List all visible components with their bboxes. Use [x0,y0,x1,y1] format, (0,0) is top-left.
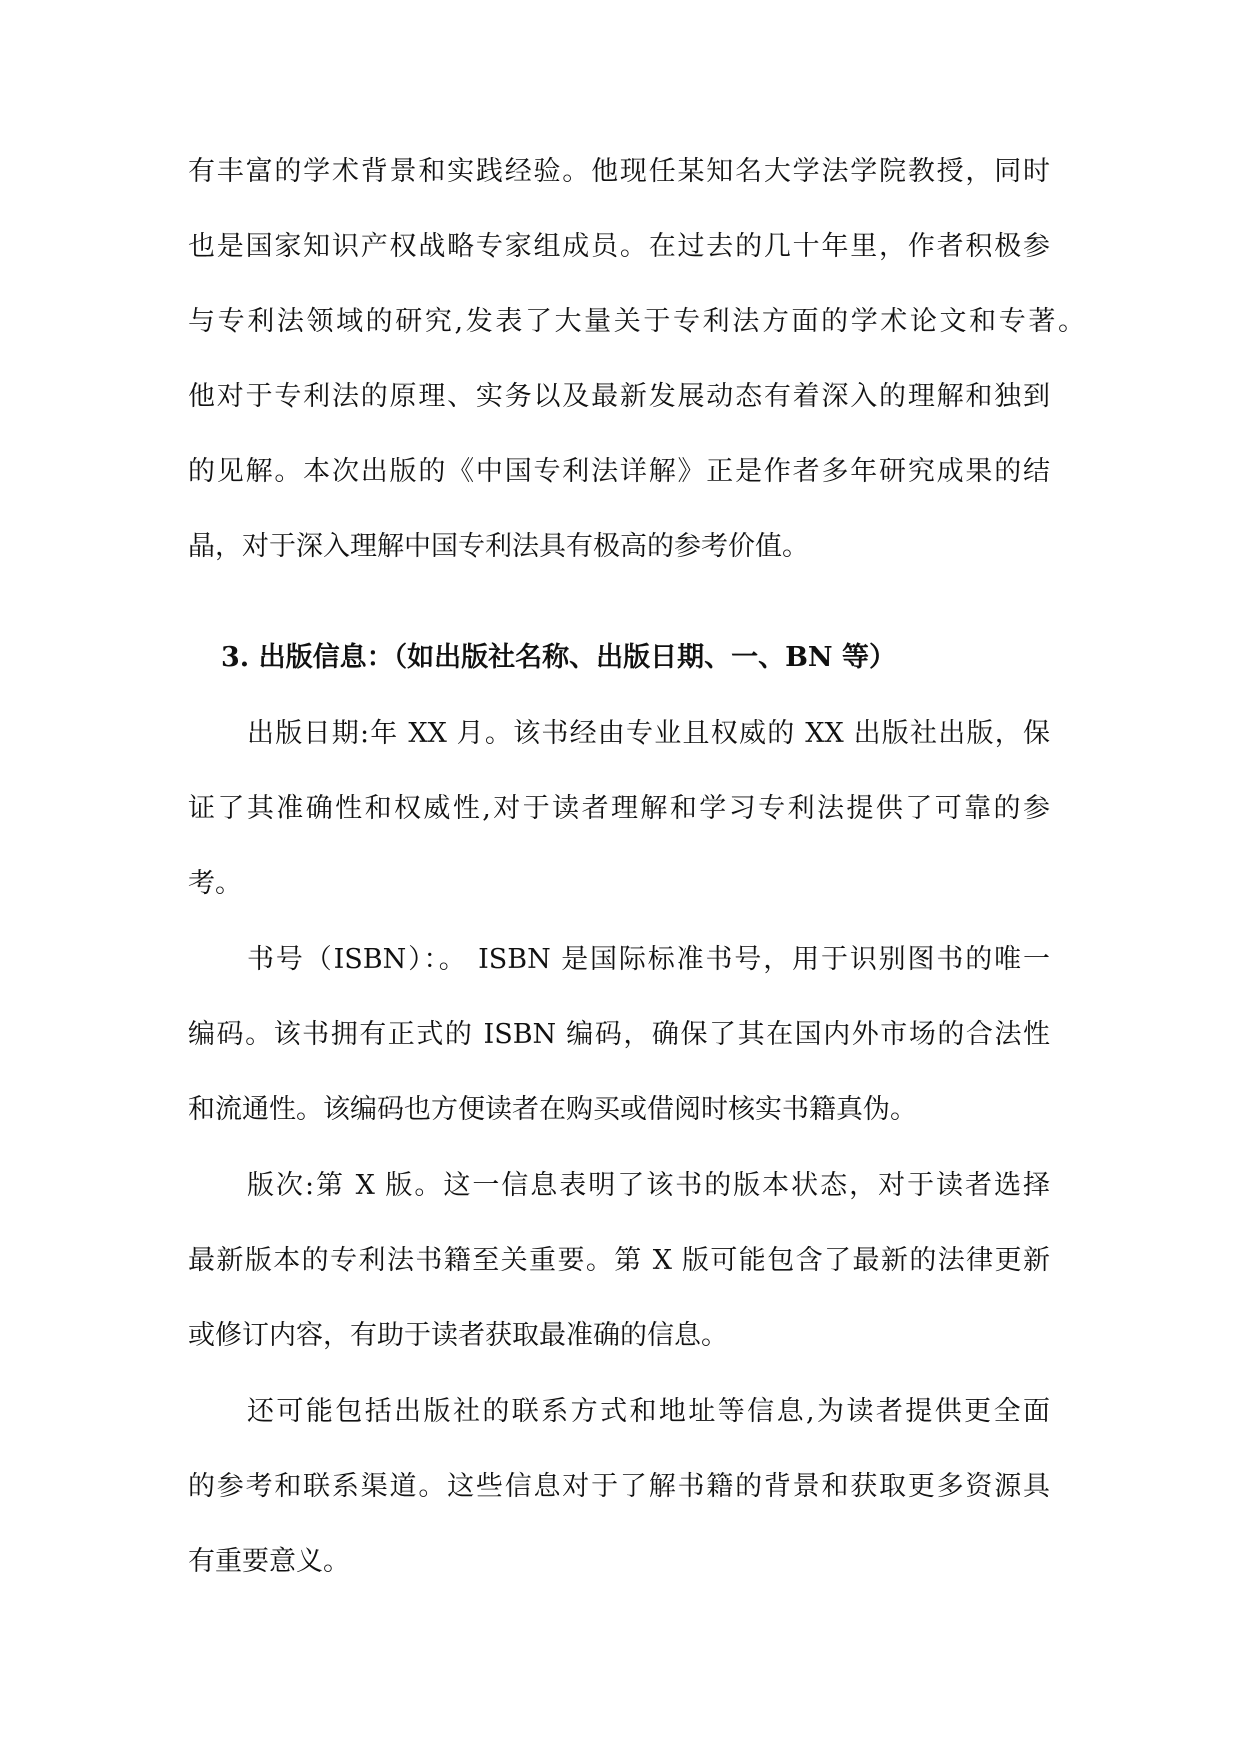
contact-line: 有重要意义。 [188,1546,350,1577]
pub-date-line: 考。 [188,868,242,899]
isbn-line: 书号（ISBN）：。 ISBN 是国际标准书号，用于识别图书的唯一 [247,944,1050,975]
intro-line: 也是国家知识产权战略专家组成员。在过去的几十年里，作者积极参 [188,231,1050,262]
pub-date-line: 证了其准确性和权威性,对于读者理解和学习专利法提供了可靠的参 [188,793,1050,824]
section-heading: 3. 出版信息：（如出版社名称、出版日期、一、BN 等） [221,642,896,673]
intro-line: 他对于专利法的原理、实务以及最新发展动态有着深入的理解和独到 [188,381,1050,412]
isbn-line: 编码。该书拥有正式的 ISBN 编码，确保了其在国内外市场的合法性 [188,1019,1050,1050]
edition-line: 版次:第 X 版。这一信息表明了该书的版本状态，对于读者选择 [247,1170,1050,1201]
intro-line: 与专利法领域的研究,发表了大量关于专利法方面的学术论文和专著。 [188,306,1085,337]
contact-line: 的参考和联系渠道。这些信息对于了解书籍的背景和获取更多资源具 [188,1471,1050,1502]
intro-line: 的见解。本次出版的《中国专利法详解》正是作者多年研究成果的结 [188,456,1050,487]
intro-line: 晶，对于深入理解中国专利法具有极高的参考价值。 [188,531,809,562]
contact-line: 还可能包括出版社的联系方式和地址等信息,为读者提供更全面 [247,1396,1050,1427]
edition-line: 最新版本的专利法书籍至关重要。第 X 版可能包含了最新的法律更新 [188,1245,1050,1276]
isbn-line: 和流通性。该编码也方便读者在购买或借阅时核实书籍真伪。 [188,1094,917,1125]
pub-date-line: 出版日期:年 XX 月。该书经由专业且权威的 XX 出版社出版，保 [247,718,1050,749]
edition-line: 或修订内容，有助于读者获取最准确的信息。 [188,1320,728,1351]
intro-line: 有丰富的学术背景和实践经验。他现任某知名大学法学院教授，同时 [188,156,1050,187]
